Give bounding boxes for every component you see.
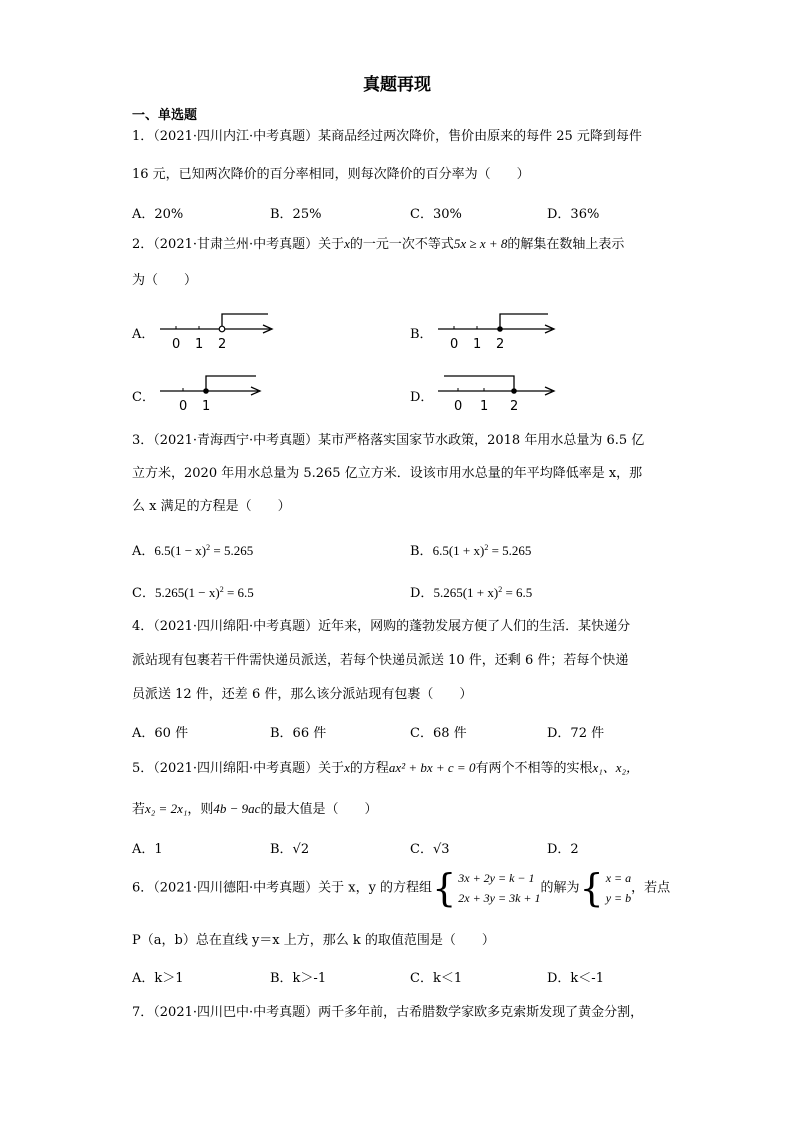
q6-line1 (132, 868, 670, 909)
q3-option-c (132, 582, 254, 601)
q6-sol-1: x = a (605, 871, 632, 885)
q3-option-b (410, 540, 531, 559)
q2-line1 (132, 235, 624, 254)
number-line-c (158, 372, 266, 414)
q2-label-c: C． (132, 390, 155, 405)
q5-line1 (132, 759, 639, 778)
q4-line2: 派站现有包裹若干件需快递员派送，若每个快递员派送 10 件，还剩 6 件；若每个快递 (132, 653, 629, 668)
q2-var: x (344, 236, 350, 251)
tick-label-2: 2 (510, 399, 519, 414)
q1-line2: 16 元，已知两次降价的百分率相同，则每次降价的百分率为（ ） (132, 167, 530, 182)
q7-line1: 7．（2021·四川巴中·中考真题）两千多年前，古希腊数学家欧多克索斯发现了黄金分割， (132, 1005, 644, 1020)
q5-option-a: A．1 (132, 842, 163, 857)
option-rhs: = 5.265 (488, 543, 532, 558)
q1-option-a: A．20% (132, 207, 184, 222)
option-rhs: = 5.265 (210, 543, 254, 558)
q6-eq-1: 3x + 2y = k − 1 (458, 871, 535, 885)
q4-option-d: D．72 件 (547, 726, 605, 741)
tick-label-0: 0 (172, 337, 181, 352)
number-line-d (436, 372, 560, 414)
q5-suffix: 有两个不相等的实根 (475, 761, 593, 776)
solution-ray (444, 376, 514, 391)
q4-option-a: A．60 件 (132, 726, 189, 741)
tick-label-0: 0 (450, 337, 459, 352)
q5-text: ，则 (187, 802, 214, 817)
q1-option-b: B．25% (270, 207, 322, 222)
exponent: 2 (206, 543, 211, 552)
number-line-b (436, 310, 560, 352)
q5-text: 的最大值是（ ） (260, 802, 378, 817)
option-expr: 6.5(1 − x) (154, 543, 207, 558)
tick-label-0: 0 (454, 399, 463, 414)
number-line-a (158, 310, 278, 352)
q5-option-d: D．2 (547, 842, 579, 857)
q2-label-a: A． (132, 327, 155, 342)
option-label: A． (132, 544, 155, 559)
q6-option-c: C．k＜1 (410, 971, 463, 986)
q5-line2 (132, 800, 377, 819)
closed-dot (511, 388, 517, 394)
q6-option-d: D．k＜-1 (547, 971, 604, 986)
open-dot (219, 326, 225, 332)
q6-system-2 (604, 868, 631, 908)
option-expr: 6.5(1 + x) (432, 543, 485, 558)
q3-option-a (132, 540, 253, 559)
q2-line2: 为（ ） (132, 273, 198, 288)
exponent: 2 (219, 585, 224, 594)
q1-option-c: C．30% (410, 207, 462, 222)
q6-prefix: 6．（2021·四川德阳·中考真题）关于 x，y 的方程组 (132, 880, 433, 896)
page-title: 真题再现 (363, 75, 431, 95)
option-rhs: = 6.5 (223, 585, 254, 600)
option-label: C． (132, 586, 155, 601)
q6-eq-2: 2x + 3y = 3k + 1 (458, 891, 541, 905)
q5-option-c: C．√3 (410, 842, 450, 857)
q6-suffix: ，若点 (631, 880, 671, 896)
q2-label-b: B． (410, 327, 433, 342)
option-label: D． (410, 586, 434, 601)
q5-option-b: B．√2 (270, 842, 310, 857)
q5-roots: x₁、x₂， (592, 760, 640, 775)
q4-option-b: B．66 件 (270, 726, 327, 741)
q3-line1: 3．（2021·青海西宁·中考真题）某市严格落实国家节水政策，2018 年用水总量为 6.5 亿 (132, 433, 645, 448)
option-label: B． (410, 544, 433, 559)
closed-dot (203, 388, 209, 394)
q6-option-b: B．k＞-1 (270, 971, 327, 986)
q3-option-d (410, 582, 532, 601)
left-brace-icon: { (432, 866, 457, 910)
q6-mid: 的解为 (540, 880, 580, 896)
q4-line1: 4．（2021·四川绵阳·中考真题）近年来，网购的蓬勃发展方便了人们的生活．某快递分 (132, 619, 631, 634)
q6-option-a: A．k＞1 (132, 971, 184, 986)
q5-text: 若 (132, 802, 146, 817)
q5-prefix: 5．（2021·四川绵阳·中考真题）关于 (132, 761, 345, 776)
tick-label-2: 2 (218, 337, 227, 352)
tick-label-1: 1 (480, 399, 489, 414)
tick-label-0: 0 (179, 399, 188, 414)
q4-option-c: C．68 件 (410, 726, 467, 741)
q3-line2: 立方米，2020 年用水总量为 5.265 亿立方米．设该市用水总量的年平均降低率是 x，那 (132, 466, 643, 481)
tick-label-2: 2 (496, 337, 505, 352)
q3-line3: 么 x 满足的方程是（ ） (132, 499, 291, 514)
q5-equation: ax² + bx + c = 0 (388, 760, 476, 775)
q4-line3: 员派送 12 件，还差 6 件，那么该分派站现有包裹（ ） (132, 687, 473, 702)
q2-label-d: D． (410, 390, 434, 405)
q5-var: x (344, 760, 350, 775)
q2-suffix: 的解集在数轴上表示 (507, 237, 625, 252)
closed-dot (497, 326, 503, 332)
tick-label-1: 1 (202, 399, 211, 414)
option-rhs: = 6.5 (502, 585, 533, 600)
q1-option-d: D．36% (547, 207, 600, 222)
left-brace-icon: { (579, 866, 604, 910)
q2-prefix: 2．（2021·甘肃兰州·中考真题）关于 (132, 237, 345, 252)
exponent: 2 (484, 543, 489, 552)
tick-label-1: 1 (195, 337, 204, 352)
solution-ray (500, 314, 548, 329)
q6-line2: P（a，b）总在直线 y＝x 上方，那么 k 的取值范围是（ ） (132, 933, 495, 948)
q5-condition: x₂ = 2x₁ (145, 801, 188, 816)
option-expr: 5.265(1 + x) (433, 585, 499, 600)
q6-sol-2: y = b (605, 891, 632, 905)
q2-mid: 的一元一次不等式 (349, 237, 454, 252)
q5-expression: 4b − 9ac (213, 801, 261, 816)
q5-mid: 的方程 (349, 761, 389, 776)
q6-system-1 (456, 868, 540, 908)
tick-label-1: 1 (473, 337, 482, 352)
solution-ray (222, 314, 268, 326)
section-heading: 一、单选题 (132, 108, 198, 123)
solution-ray (206, 376, 256, 391)
option-expr: 5.265(1 − x) (154, 585, 220, 600)
q1-line1: 1．（2021·四川内江·中考真题）某商品经过两次降价，售价由原来的每件 25 元降到每件 (132, 129, 642, 144)
q2-inequality: 5x ≥ x + 8 (453, 236, 508, 251)
exponent: 2 (498, 585, 503, 594)
